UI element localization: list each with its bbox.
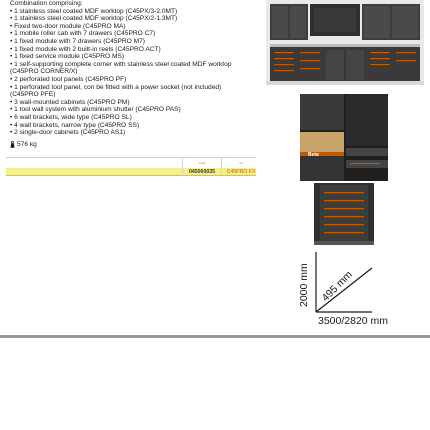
model-header: ref: [239, 161, 243, 165]
description-line: • 1 self-supporting complete corner with stainless steel coated MDF worktop: [10, 60, 232, 68]
description-line: • 4 wall brackets, narrow type (C45PRO SS): [10, 121, 140, 129]
description-line: • 2 single-door cabinets (C45PRO AS1): [10, 129, 126, 137]
bottom-divider: [0, 335, 430, 338]
description-line: • 2 perforated tool panels (C45PRO PF): [10, 75, 127, 83]
description-line: • 1 perforated tool panel, con be fitted with a power socket (not included): [10, 83, 222, 91]
brand-label: Beta: [308, 152, 319, 158]
description-line: (C45PRO PFE): [10, 91, 56, 99]
product-model: C45PRO FX: [226, 169, 256, 175]
description-line: • 1 stainless steel coated MDF worktop (C45PX/2-1.3MT): [10, 15, 178, 23]
description-line: • 1 fixed service module (C45PRO MS): [10, 53, 125, 61]
description-line: • 1 mobile roller cab with 7 drawers (C45PRO C7): [10, 30, 156, 38]
depth-dimension: 495 mm: [319, 268, 355, 304]
weight-value: 576 kg: [17, 141, 37, 148]
description-line: • 3 wall-mounted cabinets (C45PRO PM): [10, 98, 130, 106]
description-line: • 1 tool wall system with aluminium shutter (C45PRO PAS): [10, 106, 181, 114]
height-dimension: 2000 mm: [298, 263, 310, 307]
description-line: • Fixed two-door module (C45PRO MA): [10, 22, 126, 30]
description-line: • 1 stainless steel coated MDF worktop (C45PX/3-2.0MT): [10, 7, 178, 15]
description-line: Combination comprising:: [10, 0, 83, 7]
description-line: (C45PRO CORNER/X): [10, 68, 78, 76]
code-header: code: [198, 161, 206, 165]
description-line: • 1 fixed module with 2 built-in reels (C45PRO ACT): [10, 45, 161, 53]
product-code[interactable]: 045000035: [189, 169, 215, 175]
description-line: • 6 wall brackets, wide type (C45PRO SL): [10, 113, 132, 121]
description-line: • 1 fixed module with 7 drawers (C45PRO M7): [10, 37, 145, 45]
width-dimension: 3500/2820 mm: [318, 315, 389, 327]
